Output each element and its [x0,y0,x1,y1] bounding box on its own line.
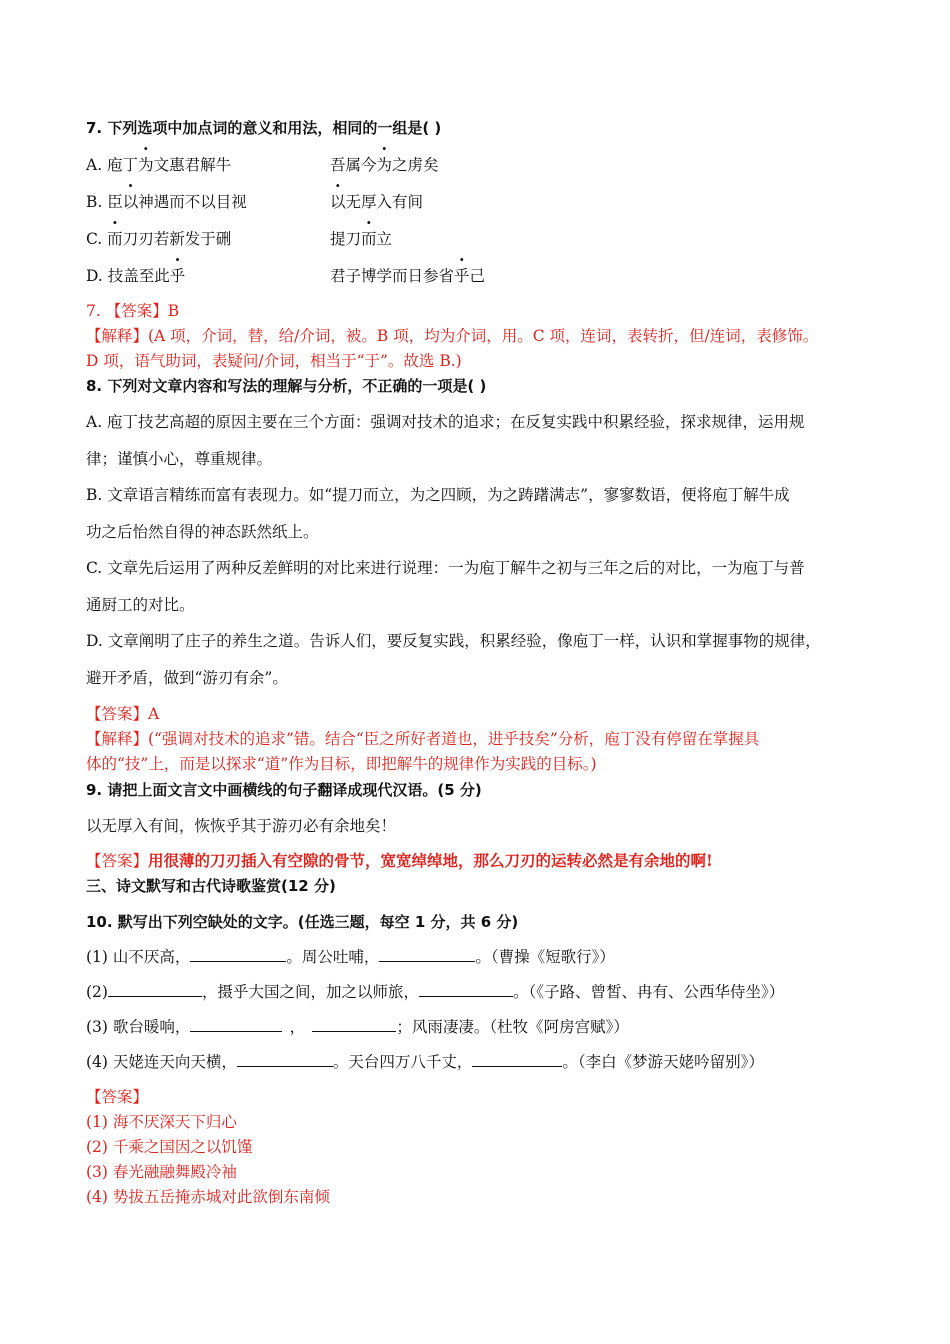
q7-option-d-left: D. 技盖至此乎 [86,267,186,285]
emphasis-dot-char: 为 [138,156,154,174]
fill-blank [472,1052,562,1067]
q7-option-a-left: A. 庖丁为文惠君解牛 [86,156,232,174]
q10-answer-4: (4) 势拔五岳掩赤城对此欲倒东南倾 [86,1188,330,1206]
emphasis-dot-char: 乎 [169,267,186,285]
q10-answer-label: 【答案】 [86,1088,149,1106]
q8-option-a-line1: A. 庖丁技艺高超的原因主要在三个方面：强调对技术的追求；在反复实践中积累经验，探求规律，运用规 [86,413,805,431]
emphasis-dot-char: 乎 [454,267,470,285]
fill-blank [312,1017,396,1032]
emphasis-dot-char: 而 [107,230,123,248]
q7-option-c-left: C. 而刀刃若新发于硎 [86,230,232,248]
fill-blank [190,1017,282,1032]
q9-sentence: 以无厚入有间，恢恢乎其于游刃必有余地矣！ [86,817,397,835]
q7-option-b-left: B. 臣以神遇而不以目视 [86,193,247,211]
q7-answer: 7. 【答案】B [86,302,180,320]
q10-answer-1: (1) 海不厌深天下归心 [86,1113,237,1131]
q7-option-d-right: 君子博学而日参省乎己 [330,267,486,285]
answer-text: 用很薄的刀刃插入有空隙的骨节，宽宽绰绰地，那么刀刃的运转必然是有余地的啊! [148,851,713,870]
q8-explanation-2: 体的“技”上，而是以探求“道”作为目标，即把解牛的规律作为实践的目标。) [86,755,597,773]
fill-blank [108,982,202,997]
q8-option-d-line1: D. 文章阐明了庄子的养生之道。告诉人们，要反复实践，积累经验，像庖丁一样，认识和掌握事物的规律， [86,632,821,650]
fill-blank [379,947,475,962]
q8-option-d-line2: 避开矛盾，做到“游刃有余”。 [86,669,288,687]
q8-answer: 【答案】A [86,705,160,723]
q10-stem: 10. 默写出下列空缺处的文字。(任选三题，每空 1 分，共 6 分) [86,913,519,931]
q7-explanation-2: D 项，语气助词，表疑问/介词，相当于“于”。故选 B.) [86,352,462,370]
q8-option-b-line1: B. 文章语言精练而富有表现力。如“提刀而立，为之四顾，为之踌躇满志”，寥寥数语，便将庖丁解牛成 [86,486,790,504]
q10-item-3: (3) 歌台暖响， ， ；风雨凄凄。（杜牧《阿房宫赋》） [86,1018,629,1036]
section-3-heading: 三、诗文默写和古代诗歌鉴赏(12 分) [86,877,336,895]
fill-blank [237,1052,333,1067]
emphasis-dot-char: 以 [330,193,346,211]
q7-option-a-right: 吾属今为之虏矣 [330,156,439,174]
q9-answer [86,851,713,871]
q10-item-2: (2) ，摄乎大国之间，加之以师旅， 。（《子路、曾皙、冉有、公西华侍坐》） [86,983,785,1001]
q10-answer-3: (3) 春光融融舞殿冷袖 [86,1163,237,1181]
fill-blank [190,947,286,962]
q8-option-b-line2: 功之后怡然自得的神态跃然纸上。 [86,523,319,541]
emphasis-dot-char: 以 [122,193,139,211]
q10-item-4: (4) 天姥连天向天横， 。天台四万八千丈， 。（李白《梦游天姥吟留别》） [86,1053,764,1071]
emphasis-dot-char: 为 [376,156,393,174]
answer-label: 【答案】 [86,852,149,870]
q7-option-c-right: 提刀而立 [330,230,393,248]
q8-option-c-line2: 通厨工的对比。 [86,596,195,614]
q8-option-a-line2: 律；谨慎小心，尊重规律。 [86,450,273,468]
q8-explanation-1: 【解释】(“强调对技术的追求”错。结合“臣之所好者道也，进乎技矣”分析，庖丁没有停留在掌握具 [86,730,760,748]
q9-stem: 9. 请把上面文言文中画横线的句子翻译成现代汉语。(5 分) [86,781,482,799]
q7-option-b-right: 以无厚入有间 [330,193,424,211]
emphasis-dot-char: 而 [361,230,377,248]
q10-answer-2: (2) 千乘之国因之以饥馑 [86,1138,253,1156]
q7-stem: 7. 下列选项中加点词的意义和用法，相同的一组是( ) [86,119,442,137]
fill-blank [419,982,513,997]
q10-item-1: (1) 山不厌高， 。周公吐哺， 。（曹操《短歌行》） [86,948,615,966]
q8-stem: 8. 下列对文章内容和写法的理解与分析，不正确的一项是( ) [86,377,487,395]
q8-option-c-line1: C. 文章先后运用了两种反差鲜明的对比来进行说理：一为庖丁解牛之初与三年之后的对比，一为庖丁与普 [86,559,805,577]
q7-explanation-1: 【解释】(A 项，介词，替，给/介词，被。B 项，均为介词，用。C 项，连词，表转折，但/连词，表修饰。 [86,327,819,345]
